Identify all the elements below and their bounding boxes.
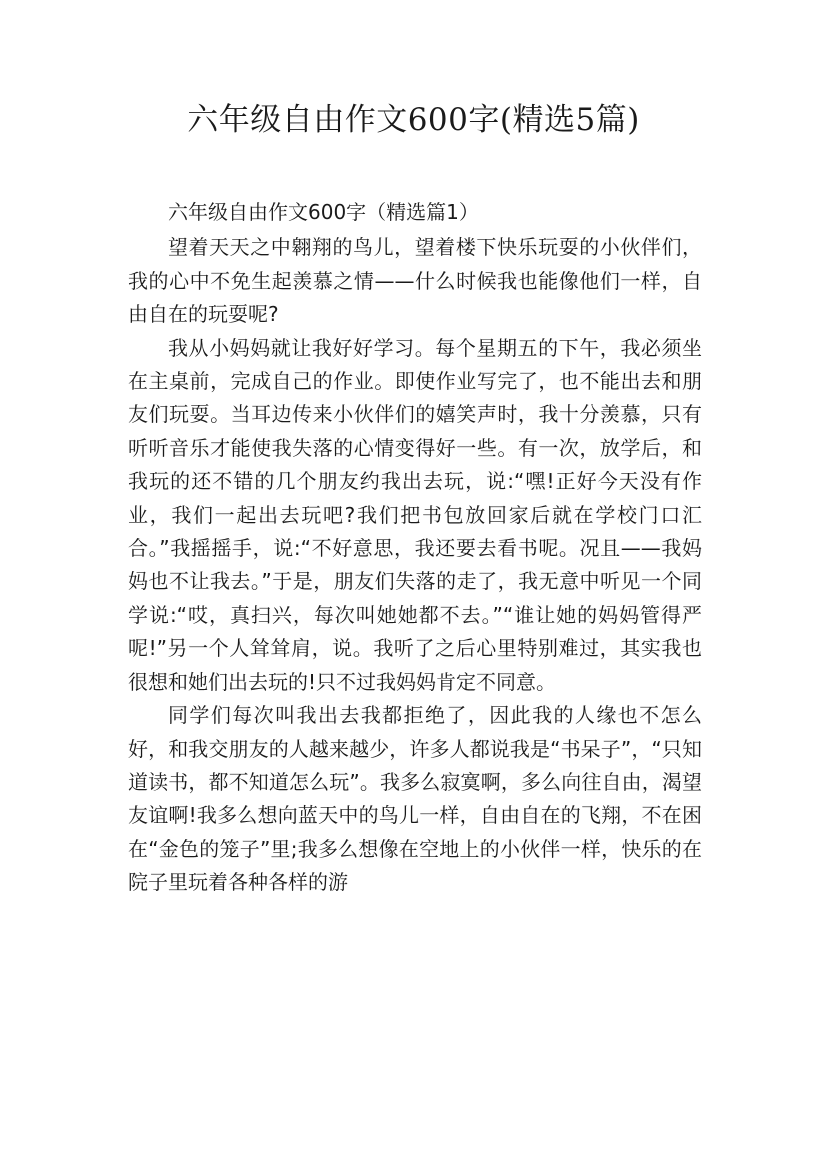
- paragraph-2: 我从小妈妈就让我好好学习。每个星期五的下午，我必须坐在主桌前，完成自己的作业。即使作业写完了，也不能出去和朋友们玩耍。当耳边传来小伙伴们的嬉笑声时，我十分羡慕，只有听听音乐才能使我失落的心情变得好一些。有一次，放学后，和我玩的还不错的几个朋友约我出去玩，说:“嘿!正好今天没有作业，我们一起出去玩吧?我们把书包放回家后就在学校门口汇合。”我摇摇手，说:“不好意思，我还要去看书呢。况且——我妈妈也不让我去。”于是，朋友们失落的走了，我无意中听见一个同学说:“哎，真扫兴，每次叫她她都不去。”“谁让她的妈妈管得严呢!”另一个人耸耸肩，说。我听了之后心里特别难过，其实我也很想和她们出去玩的!只不过我妈妈肯定不同意。: [128, 335, 702, 694]
- document-title: 六年级自由作文600字(精选5篇): [187, 102, 640, 138]
- paragraph-3: 同学们每次叫我出去我都拒绝了，因此我的人缘也不怎么好，和我交朋友的人越来越少，许多人都说我是“书呆子”，“只知道读书，都不知道怎么玩”。我多么寂寞啊，多么向往自由，渴望友谊啊!我多么想向蓝天中的鸟儿一样，自由自在的飞翔，不在困在“金色的笼子”里;我多么想像在空地上的小伙伴一样，快乐的在院子里玩着各种各样的游: [128, 703, 702, 895]
- section-subtitle: 六年级自由作文600字（精选篇1）: [168, 200, 479, 224]
- paragraph-1: 望着天天之中翱翔的鸟儿，望着楼下快乐玩耍的小伙伴们，我的心中不免生起羡慕之情——什么时候我也能像他们一样，自由自在的玩耍呢?: [128, 235, 702, 327]
- document-body: [128, 196, 702, 900]
